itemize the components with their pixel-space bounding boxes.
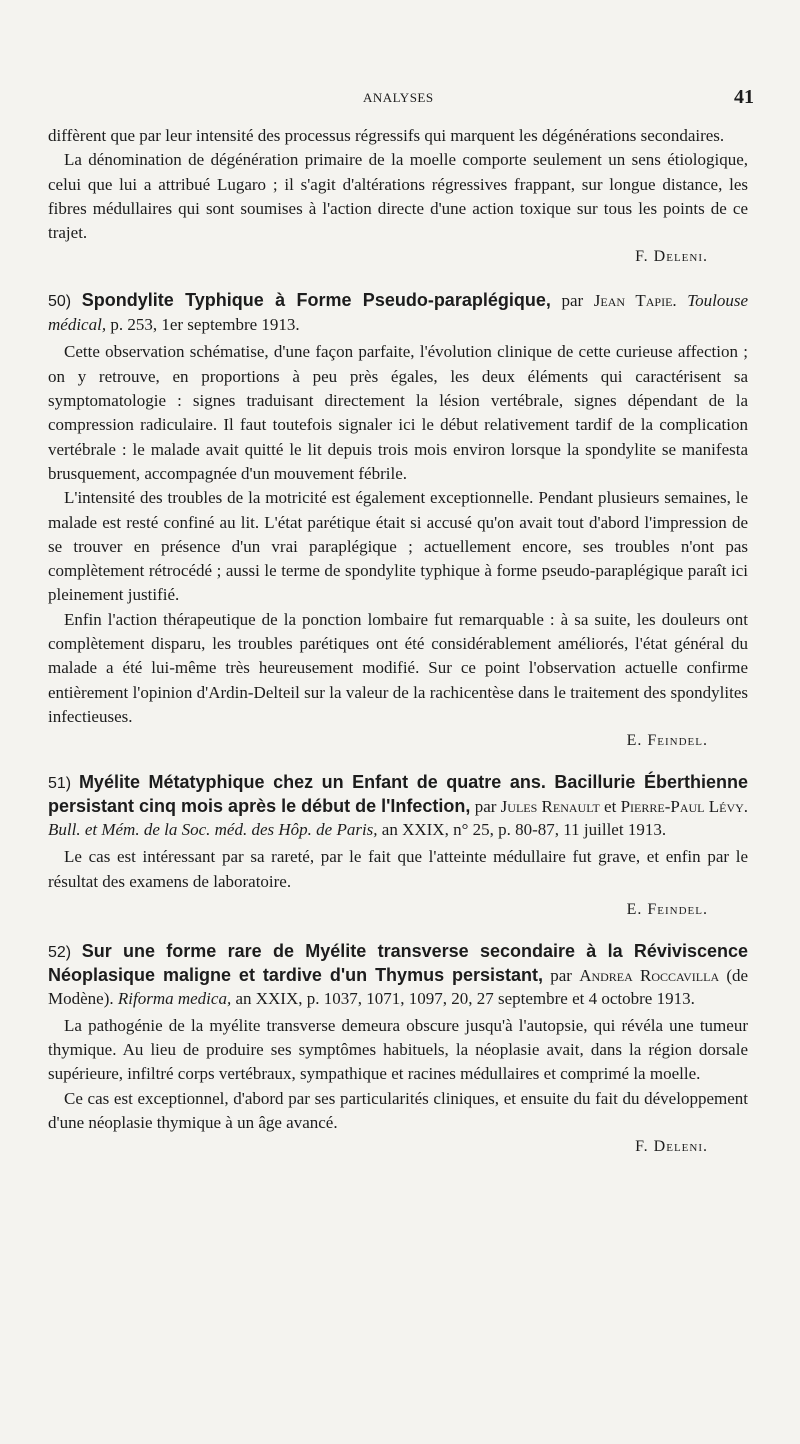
entry-52-number: 52) bbox=[48, 943, 72, 961]
page-number: 41 bbox=[734, 86, 754, 108]
entry-51-paragraph-1: Le cas est intéressant par sa rareté, par le fait que l'atteinte médullaire fut grave, et enfin par le résultat des examens de laboratoire. bbox=[48, 847, 748, 891]
entry-52-affiliation: (de Modène). bbox=[48, 965, 749, 1008]
entry-51-and: et bbox=[604, 797, 617, 817]
entry-50-signature: E. Feindel. bbox=[626, 732, 708, 750]
entry-51-author-1: Jules Renault bbox=[500, 797, 600, 817]
entry-50-by: par bbox=[561, 291, 584, 311]
page-header bbox=[48, 86, 754, 112]
entry-51-author-2: Pierre-Paul Lévy. bbox=[620, 797, 749, 817]
entry-52 bbox=[48, 940, 748, 1159]
entry-50-heading bbox=[48, 289, 748, 336]
entry-51-signature: E. Feindel. bbox=[626, 900, 708, 918]
intro-paragraph-1: diffèrent que par leur intensité des processus régressifs qui marquent les dégénérations secondaires. bbox=[48, 126, 725, 145]
entry-52-heading bbox=[48, 940, 748, 1010]
entry-50-paragraph-2: L'intensité des troubles de la motricité est également exceptionnelle. Pendant plusieurs semaines, le malade est resté confiné au lit. L'état parétique était si accusé qu'on avait tout d'abord l'impression de se trouver en présence d'un vrai paraplégique ; actuellement encore, ses troubles n'ont pas complètement rétrocédé ; aussi le terme de spondylite typhique à forme pseudo-paraplégique paraît ici pleinement justifié. bbox=[48, 488, 748, 605]
entry-51-heading bbox=[48, 771, 748, 841]
entry-52-paragraph-1: La pathogénie de la myélite transverse demeura obscure jusqu'à l'autopsie, qui révéla une tumeur thymique. Au lieu de produire ses symptômes habituels, la néoplasie avait, dans la région dorsale supérieure, infiltré corps vertébraux, sympathique et racines médullaires et comprimé la moelle. bbox=[48, 1015, 748, 1084]
entry-51-number: 51) bbox=[48, 775, 72, 793]
entry-51-ref: an XXIX, n° 25, p. 80-87, 11 juillet 1913. bbox=[381, 820, 667, 840]
entry-51 bbox=[48, 771, 748, 922]
intro-signature: F. Deleni. bbox=[635, 248, 708, 266]
entry-50-paragraph-3: Enfin l'action thérapeutique de la ponction lombaire fut remarquable : à sa suite, les douleurs ont complètement disparu, les troubles parétiques ont été considérablement améliorés, l'état général du malade a été lui-même très heureusement modifié. Sur ce point l'observation actuelle confirme entièrement l'opinion d'Ardin-Delteil sur la valeur de la rachicentèse dans le traitement des spondylites infectieuses. bbox=[48, 609, 748, 726]
entry-50-number: 50) bbox=[48, 293, 72, 311]
entry-51-title: Myélite Métatyphique chez un Enfant de quatre ans. Bacillurie Éberthienne persistant cinq mois après le début de l'Infection, bbox=[48, 772, 749, 817]
entry-52-signature: F. Deleni. bbox=[635, 1138, 708, 1156]
entry-52-by: par bbox=[550, 965, 572, 985]
entry-51-journal: Bull. et Mém. de la Soc. méd. des Hôp. de Paris, bbox=[48, 820, 378, 840]
entry-50 bbox=[48, 289, 748, 753]
entry-52-paragraph-2: Ce cas est exceptionnel, d'abord par ses particularités cliniques, et ensuite du fait du développement d'une néoplasie thymique à un âge avancé. bbox=[48, 1088, 748, 1133]
running-title: ANALYSES bbox=[363, 90, 434, 105]
entry-52-title: Sur une forme rare de Myélite transverse secondaire à la Réviviscence Néoplasique maligne et tardive d'un Thymus persistant, bbox=[48, 940, 748, 985]
entry-50-title: Spondylite Typhique à Forme Pseudo-paraplégique, bbox=[81, 290, 551, 311]
entry-50-journal: Toulouse médical, bbox=[48, 291, 749, 335]
entry-50-paragraph-1: Cette observation schématise, d'une façon parfaite, l'évolution clinique de cette curieuse affection ; on y retrouve, en proportions à peu près égales, les deux éléments qui caractérisent sa symptomatologie : signes traduisant directement la lésion vertébrale, signes dépendant de la compression radiculaire. Il faut toutefois signaler ici le début relativement tardif de la complication vertébrale : le malade avait quitté le lit depuis trois mois environ lorsque la spondylite se manifesta brusquement, accompagnée d'un mouvement fébrile. bbox=[48, 342, 748, 483]
entry-52-journal: Riforma medica, bbox=[117, 988, 232, 1008]
page-body bbox=[48, 124, 748, 1159]
entry-52-author: Andrea Roccavilla bbox=[579, 965, 720, 985]
entry-50-ref: p. 253, 1er septembre 1913. bbox=[110, 315, 300, 335]
entry-52-ref: an XXIX, p. 1037, 1071, 1097, 20, 27 septembre et 4 octobre 1913. bbox=[235, 988, 695, 1008]
entry-51-by: par bbox=[474, 797, 497, 817]
intro-paragraph-2: La dénomination de dégénération primaire de la moelle comporte seulement un sens étiologique, celui que lui a attribué Lugaro ; il s'agit d'altérations régressives frappant, sur longue distance, les fibres médullaires qui sont soumises à l'action directe d'une action toxique sur tous les points de ce trajet. bbox=[48, 150, 748, 243]
entry-50-author: Jean Tapie. bbox=[593, 291, 677, 311]
